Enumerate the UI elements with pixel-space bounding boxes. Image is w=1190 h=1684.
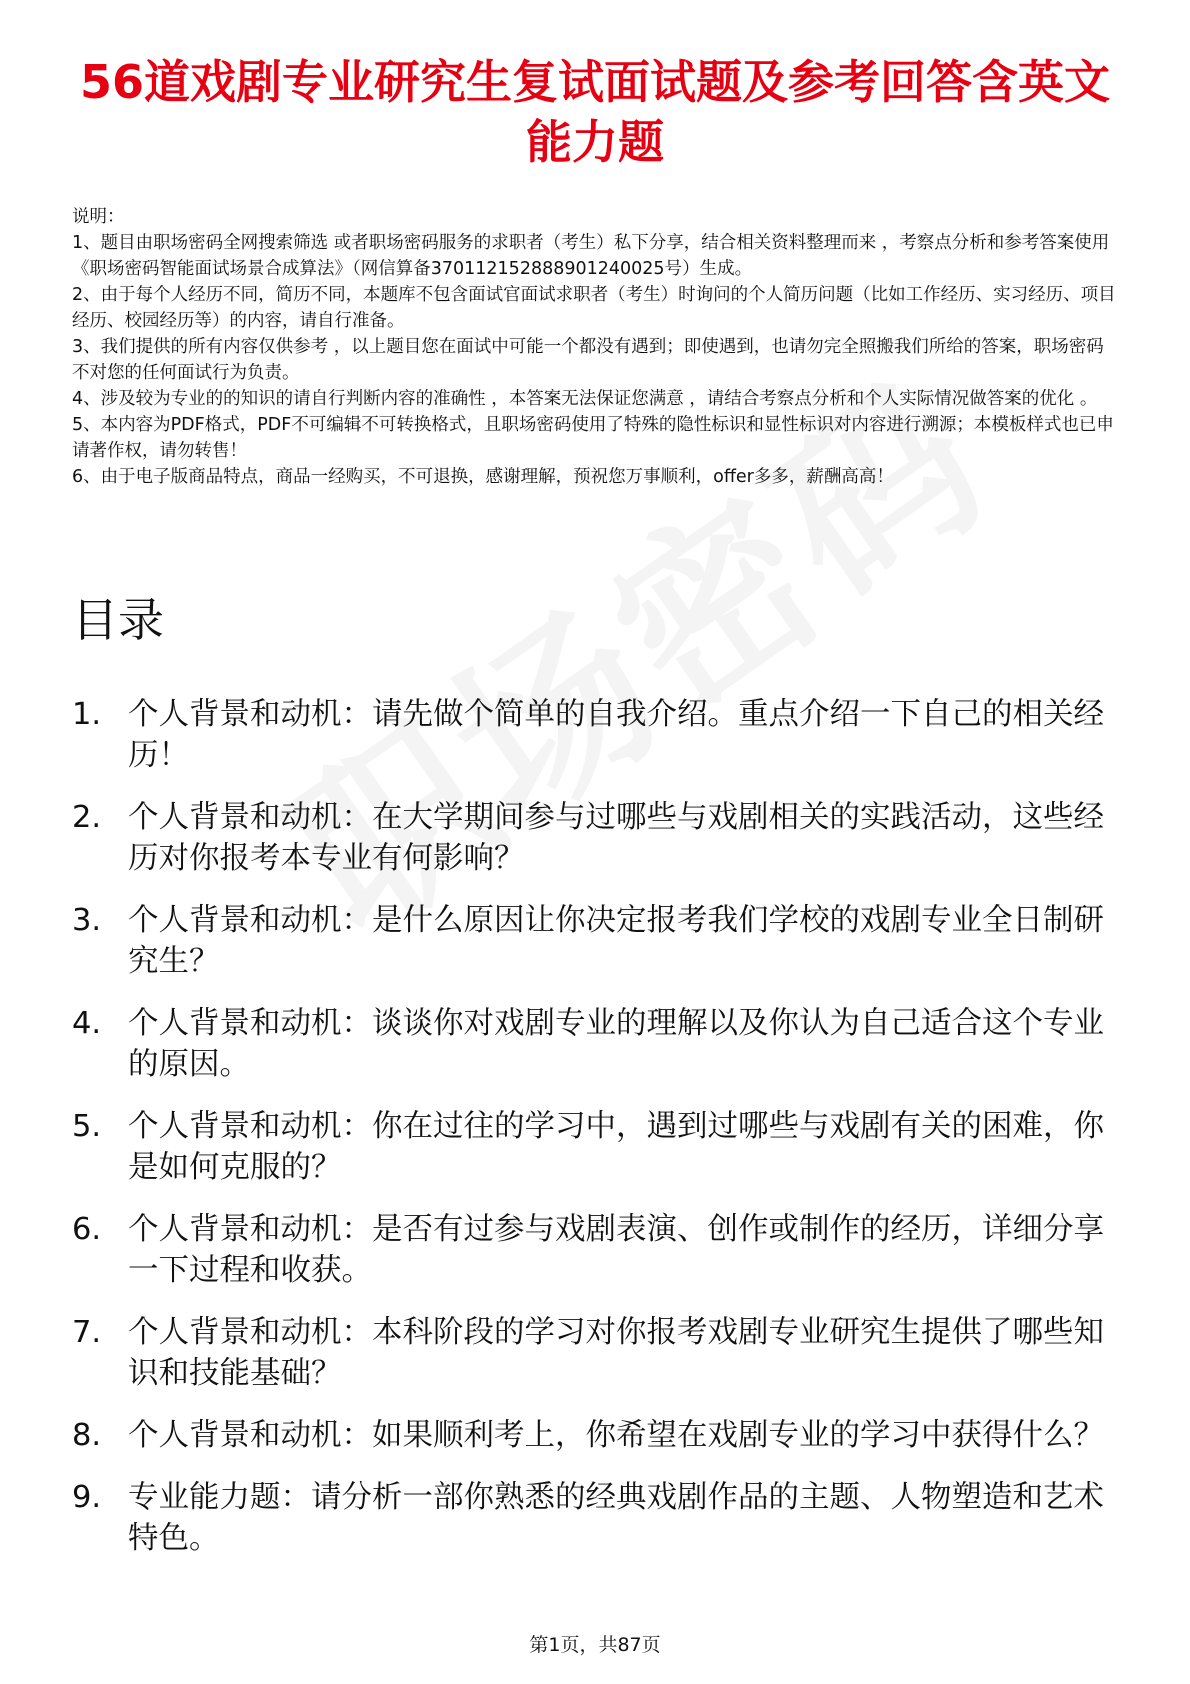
toc-item-text: 专业能力题：请分析一部你熟悉的经典戏剧作品的主题、人物塑造和艺术特色。	[128, 1480, 1104, 1556]
toc-item-number: 8.	[72, 1418, 102, 1453]
page-footer: 第1页，共87页	[529, 1634, 661, 1656]
notes-item: 2、由于每个人经历不同，简历不同，本题库不包含面试官面试求职者（考生）时询问的个人简历问题（比如工作经历、实习经历、项目经历、校园经历等）的内容，请自行准备。	[72, 285, 1116, 331]
toc-item[interactable]	[72, 1312, 1122, 1394]
toc-list	[72, 694, 1122, 1580]
toc-item[interactable]	[72, 694, 1122, 776]
toc-item-number: 7.	[72, 1315, 102, 1350]
toc-item[interactable]	[72, 1477, 1122, 1559]
toc-item-text: 个人背景和动机：是否有过参与戏剧表演、创作或制作的经历，详细分享一下过程和收获。	[128, 1212, 1104, 1288]
toc-item-number: 4.	[72, 1006, 102, 1041]
toc-item[interactable]	[72, 1415, 1122, 1456]
toc-item[interactable]	[72, 1003, 1122, 1085]
toc-item-number: 9.	[72, 1480, 102, 1515]
toc-item[interactable]	[72, 797, 1122, 879]
notes-item: 5、本内容为PDF格式，PDF不可编辑不可转换格式，且职场密码使用了特殊的隐性标识和显性标识对内容进行溯源；本模板样式也已申请著作权，请勿转售！	[72, 415, 1114, 461]
notes-item: 1、题目由职场密码全网搜索筛选 或者职场密码服务的求职者（考生）私下分享，结合相关资料整理而来 ，考察点分析和参考答案使用《职场密码智能面试场景合成算法》（网信算备370112152888901240025号）生成。	[72, 233, 1110, 279]
toc-item[interactable]	[72, 900, 1122, 982]
toc-item-number: 2.	[72, 800, 102, 835]
document-title: 56道戏剧专业研究生复试面试题及参考回答含英文能力题	[79, 55, 1110, 169]
notes-label: 说明：	[72, 207, 125, 227]
toc-item-text: 个人背景和动机：在大学期间参与过哪些与戏剧相关的实践活动，这些经历对你报考本专业有何影响？	[128, 800, 1104, 876]
toc-item[interactable]	[72, 1106, 1122, 1188]
toc-item-number: 6.	[72, 1212, 102, 1247]
toc-item-text: 个人背景和动机：如果顺利考上，你希望在戏剧专业的学习中获得什么？	[128, 1418, 1104, 1453]
toc-item[interactable]	[72, 1209, 1122, 1291]
toc-item-text: 个人背景和动机：是什么原因让你决定报考我们学校的戏剧专业全日制研究生？	[128, 903, 1104, 979]
toc-item-text: 个人背景和动机：请先做个简单的自我介绍。重点介绍一下自己的相关经历！	[128, 697, 1104, 773]
toc-item-text: 个人背景和动机：你在过往的学习中，遇到过哪些与戏剧有关的困难，你是如何克服的？	[128, 1109, 1104, 1185]
toc-item-text: 个人背景和动机：谈谈你对戏剧专业的理解以及你认为自己适合这个专业的原因。	[128, 1006, 1104, 1082]
toc-heading: 目录	[72, 593, 164, 647]
notes-item: 3、我们提供的所有内容仅供参考 ，以上题目您在面试中可能一个都没有遇到；即使遇到，也请勿完全照搬我们所给的答案，职场密码不对您的任何面试行为负责。	[72, 337, 1104, 383]
notes-section	[72, 204, 1118, 490]
notes-item: 6、由于电子版商品特点，商品一经购买，不可退换，感谢理解，预祝您万事顺利，offer多多，薪酬高高！	[72, 467, 894, 487]
toc-item-text: 个人背景和动机：本科阶段的学习对你报考戏剧专业研究生提供了哪些知识和技能基础？	[128, 1315, 1104, 1391]
toc-item-number: 1.	[72, 697, 102, 732]
notes-item: 4、涉及较为专业的的知识的请自行判断内容的准确性 ，本答案无法保证您满意 ，请结合考察点分析和个人实际情况做答案的优化 。	[72, 389, 1098, 409]
toc-item-number: 3.	[72, 903, 102, 938]
toc-item-number: 5.	[72, 1109, 102, 1144]
